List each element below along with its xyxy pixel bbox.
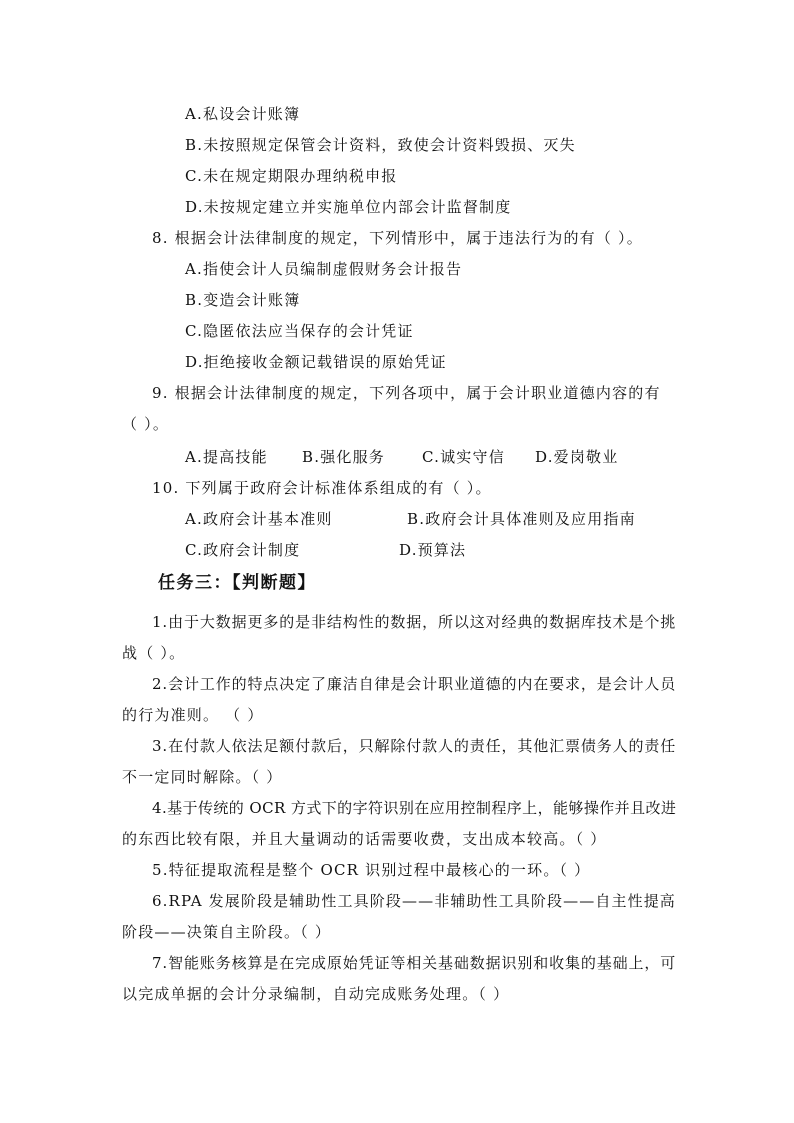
q10-option-a: A.政府会计基本准则 (185, 510, 333, 528)
judgment-2-line1: 2.会计工作的特点决定了廉洁自律是会计职业道德的内在要求，是会计人员 (152, 675, 677, 693)
q10-stem: 10. 下列属于政府会计标准体系组成的有（ ）。 (152, 479, 492, 497)
q8-option-c: C.隐匿依法应当保存的会计凭证 (185, 322, 414, 340)
q7-option-b: B.未按照规定保管会计资料，致使会计资料毁损、灭失 (185, 136, 576, 154)
judgment-4-line2: 的东西比较有限，并且大量调动的话需要收费，支出成本较高。（ ） (122, 830, 607, 848)
q9-stem-continued: （ ）。 (122, 415, 170, 433)
judgment-1-line1: 1.由于大数据更多的是非结构性的数据，所以这对经典的数据库技术是个挑 (152, 613, 677, 631)
judgment-6-line2: 阶段——决策自主阶段。（ ） (122, 923, 332, 941)
q9-option-d: D.爱岗敬业 (535, 448, 619, 466)
q7-option-d: D.未按规定建立并实施单位内部会计监督制度 (185, 198, 512, 216)
judgment-3-line2: 不一定同时解除。（ ） (122, 768, 283, 786)
judgment-2-line2: 的行为准则。 （ ） (122, 706, 264, 724)
judgment-3-line1: 3.在付款人依法足额付款后，只解除付款人的责任，其他汇票债务人的责任 (152, 737, 677, 755)
q9-option-c: C.诚实守信 (422, 448, 505, 466)
q9-option-b: B.强化服务 (302, 448, 385, 466)
q8-option-b: B.变造会计账簿 (185, 291, 301, 309)
q8-option-a: A.指使会计人员编制虚假财务会计报告 (185, 260, 463, 278)
judgment-1-line2: 战（ ）。 (122, 644, 186, 662)
q8-option-d: D.拒绝接收金额记载错误的原始凭证 (185, 353, 447, 371)
section-title: 任务三：【判断题】 (158, 573, 316, 593)
judgment-7-line2: 以完成单据的会计分录编制，自动完成账务处理。（ ） (122, 985, 510, 1003)
judgment-6-line1: 6.RPA 发展阶段是辅助性工具阶段——非辅助性工具阶段——自主性提高 (152, 892, 676, 910)
q7-option-c: C.未在规定期限办理纳税申报 (185, 167, 398, 185)
q7-option-a: A.私设会计账簿 (185, 105, 301, 123)
q10-option-c: C.政府会计制度 (185, 541, 301, 559)
q9-option-a: A.提高技能 (185, 448, 268, 466)
q9-stem: 9. 根据会计法律制度的规定，下列各项中，属于会计职业道德内容的有 (152, 384, 661, 402)
q10-option-b: B.政府会计具体准则及应用指南 (407, 510, 636, 528)
judgment-5-line1: 5.特征提取流程是整个 OCR 识别过程中最核心的一环。（ ） (152, 861, 591, 879)
q8-stem: 8. 根据会计法律制度的规定，下列情形中，属于违法行为的有（ ）。 (152, 229, 643, 247)
q10-option-d: D.预算法 (399, 541, 467, 559)
judgment-7-line1: 7.智能账务核算是在完成原始凭证等相关基础数据识别和收集的基础上，可 (152, 954, 677, 972)
judgment-4-line1: 4.基于传统的 OCR 方式下的字符识别在应用控制程序上，能够操作并且改进 (152, 799, 677, 817)
